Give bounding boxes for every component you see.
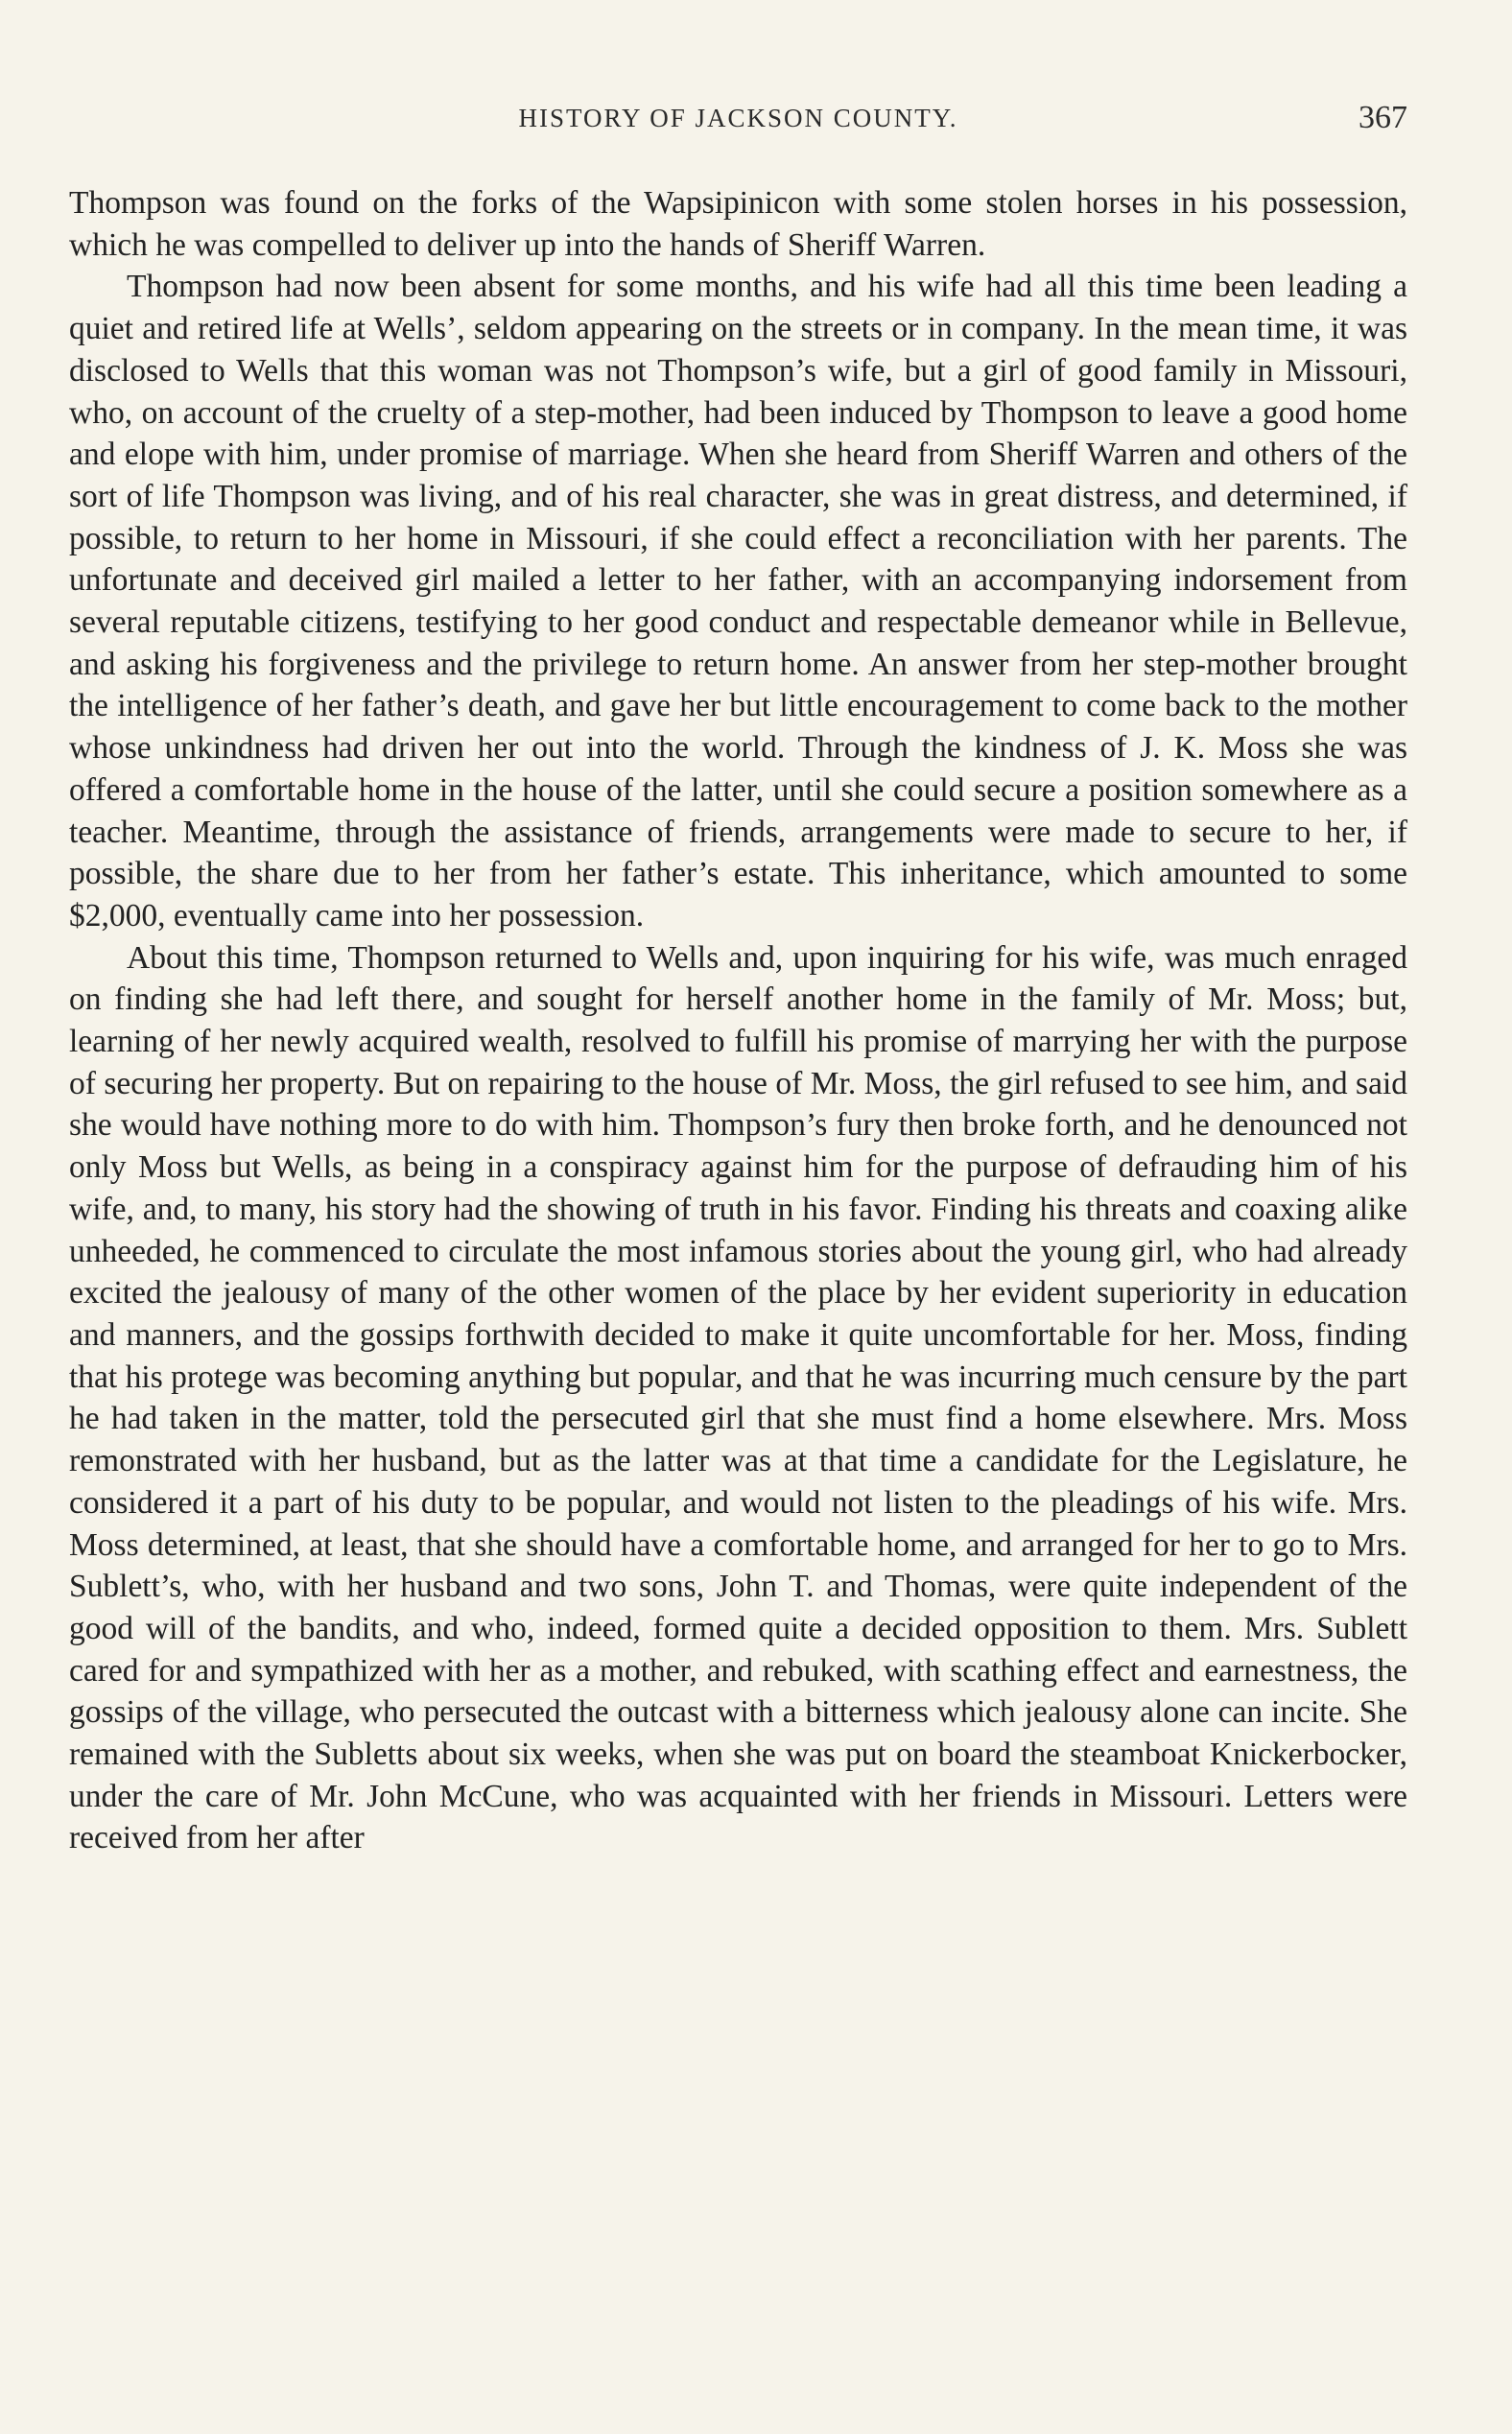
running-title: HISTORY OF JACKSON COUNTY. xyxy=(518,104,958,132)
body-text xyxy=(69,182,1407,1859)
paragraph-continuation: Thompson was found on the forks of the Wapsipinicon with some stolen horses in his possession, which he was compelled to deliver up into the hands of Sheriff Warren. xyxy=(69,185,1407,263)
paragraph: Thompson had now been absent for some months, and his wife had all this time been leading a quiet and retired life at Wells’, seldom appearing on the streets or in company. In the mean time, it was disclosed to Wells that this woman was not Thompson’s wife, but a girl of good family in Missouri, who, on account of the cruelty of a step-mother, had been induced by Thompson to leave a good home and elope with him, under promise of marriage. When she heard from Sheriff Warren and others of the sort of life Thompson was living, and of his real character, she was in great distress, and determined, if possible, to return to her home in Missouri, if she could effect a reconciliation with her parents. The unfortunate and deceived girl mailed a letter to her father, with an accompanying indorsement from several reputable citizens, testifying to her good conduct and respectable demeanor while in Bellevue, and asking his forgiveness and the privilege to return home. An answer from her step-mother brought the intelligence of her father’s death, and gave her but little encouragement to come back to the mother whose unkindness had driven her out into the world. Through the kindness of J. K. Moss she was offered a comfortable home in the house of the latter, until she could secure a position somewhere as a teacher. Meantime, through the assistance of friends, arrangements were made to secure to her, if possible, the share due to her from her father’s estate. This inheritance, which amounted to some $2,000, eventually came into her possession. xyxy=(69,269,1407,933)
paragraph: About this time, Thompson returned to Wells and, upon inquiring for his wife, was much enraged on finding she had left there, and sought for herself another home in the family of Mr. Moss; but, learning of her newly acquired wealth, resolved to fulfill his promise of marrying her with the purpose of securing her property. But on repairing to the house of Mr. Moss, the girl refused to see him, and said she would have nothing more to do with him. Thompson’s fury then broke forth, and he denounced not only Moss but Wells, as being in a conspiracy against him for the purpose of defrauding him of his wife, and, to many, his story had the showing of truth in his favor. Finding his threats and coaxing alike unheeded, he commenced to circulate the most infamous stories about the young girl, who had already excited the jealousy of many of the other women of the place by her evident superiority in education and manners, and the gossips forthwith decided to make it quite uncomfortable for her. Moss, finding that his protege was becoming anything but popular, and that he was incurring much censure by the part he had taken in the matter, told the persecuted girl that she must find a home elsewhere. Mrs. Moss remonstrated with her husband, but as the latter was at that time a candidate for the Legislature, he considered it a part of his duty to be popular, and would not listen to the pleadings of his wife. Mrs. Moss determined, at least, that she should have a comfortable home, and arranged for her to go to Mrs. Sublett’s, who, with her husband and two sons, John T. and Thomas, were quite independent of the good will of the bandits, and who, indeed, formed quite a decided opposition to them. Mrs. Sublett cared for and sympathized with her as a mother, and rebuked, with scathing effect and earnestness, the gossips of the village, who persecuted the outcast with a bitterness which jealousy alone can incite. She remained with the Subletts about six weeks, when she was put on board the steamboat Knickerbocker, under the care of Mr. John McCune, who was acquainted with her friends in Missouri. Letters were received from her after xyxy=(69,939,1407,1856)
page-header xyxy=(69,100,1407,142)
page-number: 367 xyxy=(1358,100,1407,135)
